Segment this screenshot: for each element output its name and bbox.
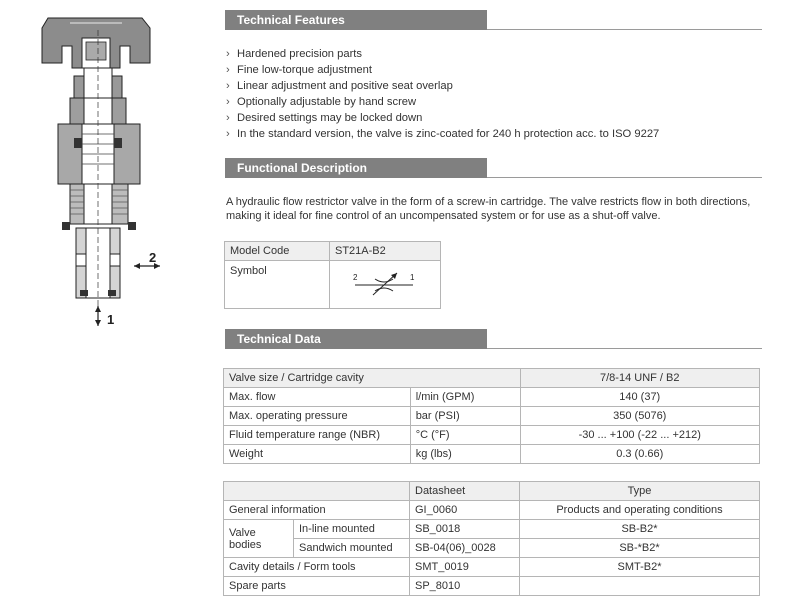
row-datasheet: GI_0060 xyxy=(410,501,520,520)
row-unit: bar (PSI) xyxy=(410,407,520,426)
port-1-label: 1 xyxy=(107,312,115,327)
row-type: SB-B2* xyxy=(520,520,760,539)
row-datasheet: SB-04(06)_0028 xyxy=(410,539,520,558)
row-value: -30 ... +100 (-22 ... +212) xyxy=(520,426,760,445)
empty-header-cell xyxy=(224,482,410,501)
col-type-header: Type xyxy=(520,482,760,501)
technical-features-list xyxy=(226,46,659,142)
list-item: › Hardened precision parts xyxy=(226,48,362,60)
valve-drawing-svg xyxy=(30,8,180,328)
row-datasheet: SMT_0019 xyxy=(410,558,520,577)
chevron-right-icon: › xyxy=(226,80,230,92)
technical-data-heading: Technical Data xyxy=(225,329,487,349)
row-type: Products and operating conditions xyxy=(520,501,760,520)
row-sublabel: Sandwich mounted xyxy=(294,539,410,558)
model-code-label: Model Code xyxy=(225,242,330,261)
section-rule xyxy=(487,348,762,349)
valve-cross-section-drawing xyxy=(30,8,180,328)
section-rule xyxy=(487,29,762,30)
functional-description-text: A hydraulic flow restrictor valve in the form of a screw-in cartridge. The valve restricts flow in both directions, making it ideal for fine control of an uncompensated system or for use as a shut-off valve. xyxy=(226,196,751,222)
table-row xyxy=(225,242,441,261)
symbol-port-2: 2 xyxy=(353,273,358,282)
table-row xyxy=(224,520,760,539)
row-label: Max. flow xyxy=(224,388,411,407)
model-code-value: ST21A-B2 xyxy=(330,242,441,261)
row-unit: l/min (GPM) xyxy=(410,388,520,407)
technical-features-header xyxy=(225,10,762,30)
table-row xyxy=(224,558,760,577)
valve-bodies-label: Valve bodies xyxy=(224,520,294,558)
list-item: › In the standard version, the valve is zinc-coated for 240 h protection acc. to ISO 9227 xyxy=(226,128,660,140)
port-2-label: 2 xyxy=(149,250,157,265)
table-row xyxy=(224,539,760,558)
functional-description-heading: Functional Description xyxy=(225,158,487,178)
table-row xyxy=(224,501,760,520)
row-datasheet: SB_0018 xyxy=(410,520,520,539)
row-value: 0.3 (0.66) xyxy=(520,445,760,464)
symbol-port-1: 1 xyxy=(410,273,415,282)
list-item: › Linear adjustment and positive seat overlap xyxy=(226,80,453,92)
symbol-label: Symbol xyxy=(225,261,330,309)
technical-data-header xyxy=(225,329,762,349)
table-row xyxy=(224,369,760,388)
row-label: Spare parts xyxy=(224,577,410,596)
row-unit: kg (lbs) xyxy=(410,445,520,464)
col-datasheet-header: Datasheet xyxy=(410,482,520,501)
row-type xyxy=(520,577,760,596)
chevron-right-icon: › xyxy=(226,128,230,140)
list-item: › Fine low-torque adjustment xyxy=(226,64,372,76)
documents-table xyxy=(223,481,760,596)
technical-features-heading: Technical Features xyxy=(225,10,487,30)
table-row xyxy=(225,261,441,309)
functional-description-header xyxy=(225,158,762,178)
row-datasheet: SP_8010 xyxy=(410,577,520,596)
technical-data-table xyxy=(223,368,760,464)
row-label: Cavity details / Form tools xyxy=(224,558,410,577)
symbol-cell xyxy=(330,261,441,309)
table-row xyxy=(224,445,760,464)
table-header-value: 7/8-14 UNF / B2 xyxy=(520,369,760,388)
list-item: › Desired settings may be locked down xyxy=(226,112,423,124)
table-row xyxy=(224,388,760,407)
row-label: Max. operating pressure xyxy=(224,407,411,426)
model-code-table xyxy=(224,241,441,309)
row-label: Fluid temperature range (NBR) xyxy=(224,426,411,445)
row-unit: °C (°F) xyxy=(410,426,520,445)
flow-restrictor-symbol-icon xyxy=(335,263,435,303)
row-type: SMT-B2* xyxy=(520,558,760,577)
table-row xyxy=(224,577,760,596)
row-label: Weight xyxy=(224,445,411,464)
row-label: General information xyxy=(224,501,410,520)
row-value: 140 (37) xyxy=(520,388,760,407)
row-type: SB-*B2* xyxy=(520,539,760,558)
chevron-right-icon: › xyxy=(226,112,230,124)
row-value: 350 (5076) xyxy=(520,407,760,426)
table-header-label: Valve size / Cartridge cavity xyxy=(224,369,521,388)
chevron-right-icon: › xyxy=(226,64,230,76)
table-row xyxy=(224,407,760,426)
chevron-right-icon: › xyxy=(226,96,230,108)
list-item: › Optionally adjustable by hand screw xyxy=(226,96,417,108)
table-row xyxy=(224,426,760,445)
table-row xyxy=(224,482,760,501)
chevron-right-icon: › xyxy=(226,48,230,60)
row-sublabel: In-line mounted xyxy=(294,520,410,539)
section-rule xyxy=(487,177,762,178)
